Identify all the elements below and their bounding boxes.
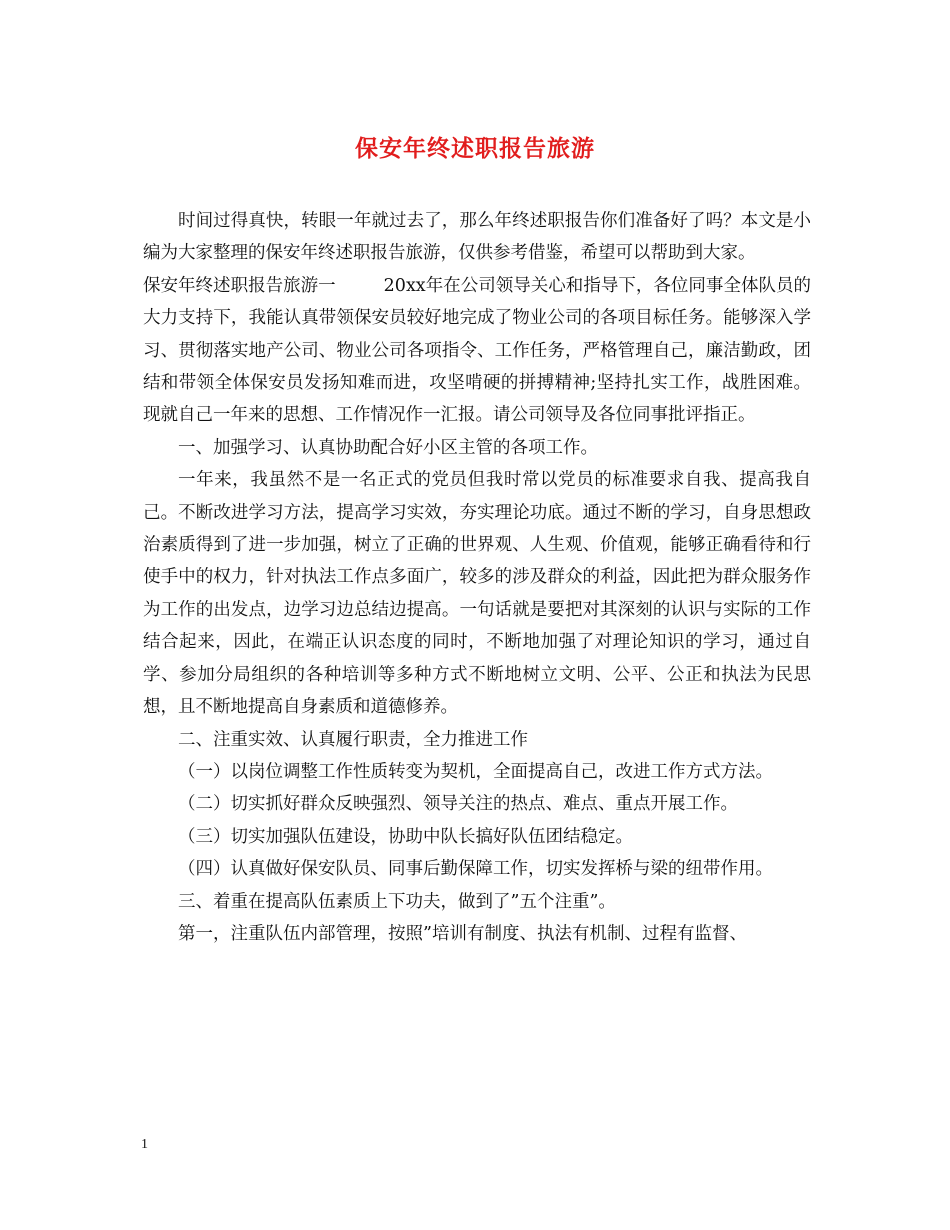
section-body: 20xx年在公司领导关心和指导下，各位同事全体队员的大力支持下，我能认真带领保安员较好地完成了物业公司的各项目标任务。能够深入学习、贯彻落实地产公司、物业公司各项指令、工作任务，严格管理自己，廉洁勤政，团结和带领全体保安员发扬知难而进，攻坚啃硬的拼搏精神;坚持扎实工作，战胜困难。现就自己一年来的思想、工作情况作一汇报。请公司领导及各位同事批评指正。: [143, 275, 812, 426]
list-item-4: （四）认真做好保安队员、同事后勤保障工作，切实发挥桥与梁的纽带作用。: [178, 859, 773, 880]
heading-one: 一、加强学习、认真协助配合好小区主管的各项工作。: [178, 437, 598, 458]
heading-two: 二、注重实效、认真履行职责，全力推进工作: [178, 729, 528, 750]
section-paragraph: [143, 270, 811, 432]
section-heading: 保安年终述职报告旅游一: [143, 275, 336, 296]
paragraph-three: 第一，注重队伍内部管理，按照”培训有制度、执法有机制、过程有监督、: [178, 923, 747, 944]
paragraph-one: 一年来，我虽然不是一名正式的党员但我时常以党员的标准要求自我、提高我自己。不断改进学习方法，提高学习实效，夯实理论功底。通过不断的学习，自身思想政治素质得到了进一步加强，树立了正确的世界观、人生观、价值观，能够正确看待和行使手中的权力，针对执法工作点多面广，较多的涉及群众的利益，因此把为群众服务作为工作的出发点，边学习边总结边提高。一句话就是要把对其深刻的认识与实际的工作结合起来，因此，在端正认识态度的同时，不断地加强了对理论知识的学习，通过自学、参加分局组织的各种培训等多种方式不断地树立文明、公平、公正和执法为民思想，且不断地提高自身素质和道德修养。: [143, 470, 811, 718]
list-item-3: （三）切实加强队伍建设，协助中队长搞好队伍团结稳定。: [178, 826, 633, 847]
list-item-2: （二）切实抓好群众反映强烈、领导关注的热点、难点、重点开展工作。: [178, 794, 738, 815]
document-title: 保安年终述职报告旅游: [355, 135, 595, 162]
intro-paragraph: 时间过得真快，转眼一年就过去了，那么年终述职报告你们准备好了吗？本文是小编为大家整理的保安年终述职报告旅游，仅供参考借鉴，希望可以帮助到大家。: [143, 211, 811, 264]
document-body: [143, 205, 811, 950]
list-item-1: （一）以岗位调整工作性质转变为契机，全面提高自己，改进工作方式方法。: [178, 761, 773, 782]
heading-three: 三、着重在提高队伍素质上下功夫，做到了”五个注重”。: [178, 891, 616, 912]
page-number: 1: [141, 1137, 148, 1152]
